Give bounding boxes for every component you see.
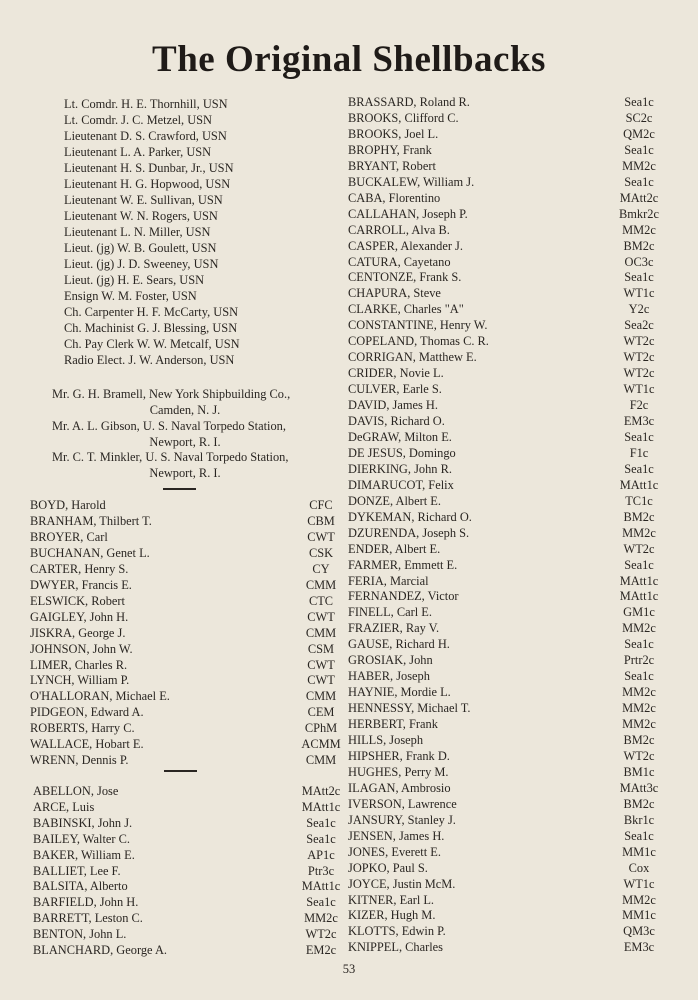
crew-name: CLARKE, Charles "A"	[348, 302, 464, 317]
chief-name: WALLACE, Hobart E.	[30, 737, 144, 752]
crew-name: DZURENDA, Joseph S.	[348, 525, 470, 540]
chief-rate: CMM	[305, 689, 337, 704]
crew-rate: MAtt1c	[619, 573, 659, 588]
chief-name: GAIGLEY, John H.	[30, 609, 129, 624]
crew-rate: MM2c	[304, 911, 338, 926]
crew-name: BROPHY, Frank	[348, 142, 432, 157]
crew-rate: MAtt2c	[301, 784, 341, 798]
crew-rate: Prtr2c	[623, 653, 655, 668]
chief-name: JOHNSON, John W.	[30, 641, 133, 656]
crew-name: HERBERT, Frank	[348, 717, 438, 732]
officer-entry: Lieut. (jg) H. E. Sears, USN	[64, 273, 205, 287]
chief-rate: CBM	[307, 513, 335, 528]
crew-rate: TC1c	[625, 493, 653, 508]
crew-name: CABA, Florentino	[348, 190, 441, 205]
officer-entry: Lieutenant L. N. Miller, USN	[64, 225, 211, 239]
crew-name: DeGRAW, Milton E.	[348, 429, 452, 444]
chief-name: PIDGEON, Edward A.	[30, 705, 144, 720]
crew-rate: Sea1c	[306, 895, 336, 910]
officer-entry: Lieutenant H. S. Dunbar, Jr., USN	[64, 161, 234, 175]
crew-rate: Sea1c	[624, 669, 654, 684]
crew-rate: MM1c	[622, 908, 656, 923]
crew-rate: MM2c	[622, 701, 656, 716]
crew-name: DIMARUCOT, Felix	[348, 477, 454, 492]
crew-rate: BM2c	[623, 796, 655, 811]
crew-name: DAVID, James H.	[348, 398, 438, 413]
chief-rate: CWT	[307, 673, 335, 688]
crew-name: BENTON, John L.	[33, 927, 127, 942]
crew-rate: Sea1c	[306, 831, 336, 846]
crew-name: JONES, Everett E.	[348, 844, 441, 859]
civilian-entry: Mr. G. H. Bramell, New York Shipbuilding Co.,	[52, 387, 291, 401]
page-number: 53	[342, 962, 356, 976]
crew-name: HENNESSY, Michael T.	[348, 701, 471, 716]
crew-rate: AP1c	[307, 847, 335, 862]
crew-rate: WT2c	[305, 927, 337, 942]
crew-name: BRASSARD, Roland R.	[348, 95, 470, 109]
crew-name: CRIDER, Novie L.	[348, 366, 444, 381]
chief-name: JISKRA, George J.	[30, 625, 126, 640]
crew-name: CARROLL, Alva B.	[348, 222, 450, 237]
officer-entry: Radio Elect. J. W. Anderson, USN	[64, 353, 235, 367]
crew-rate: Sea1c	[624, 828, 654, 843]
section-divider	[164, 770, 197, 772]
crew-rate: Sea2c	[624, 318, 654, 333]
crew-name: BABINSKI, John J.	[33, 815, 133, 830]
crew-name: CORRIGAN, Matthew E.	[348, 350, 477, 365]
crew-name: BARRETT, Leston C.	[33, 911, 143, 926]
officer-entry: Lt. Comdr. J. C. Metzel, USN	[64, 113, 212, 127]
crew-rate: MM2c	[622, 525, 656, 540]
officer-entry: Lieutenant W. N. Rogers, USN	[64, 209, 218, 223]
crew-rate: MAtt1c	[301, 799, 341, 814]
crew-rate: OC3c	[624, 254, 654, 269]
officer-entry: Lieutenant H. G. Hopwood, USN	[64, 177, 231, 191]
chief-rate: CWT	[307, 609, 335, 624]
crew-name: BROOKS, Joel L.	[348, 126, 439, 141]
crew-name: GROSIAK, John	[348, 653, 433, 668]
officer-entry: Lieutenant W. E. Sullivan, USN	[64, 193, 223, 207]
crew-name: HABER, Joseph	[348, 669, 430, 684]
crew-name: BRYANT, Robert	[348, 158, 436, 173]
chief-name: DWYER, Francis E.	[30, 577, 132, 592]
chief-rate: CEM	[307, 705, 335, 720]
crew-name: CENTONZE, Frank S.	[348, 270, 462, 285]
chief-name: BOYD, Harold	[30, 498, 106, 512]
officer-entry: Lieut. (jg) J. D. Sweeney, USN	[64, 257, 219, 271]
crew-rate: MAtt2c	[619, 190, 659, 205]
crew-rate: WT2c	[623, 366, 655, 381]
crew-rate: Sea1c	[624, 461, 654, 476]
chief-name: BROYER, Carl	[30, 529, 108, 544]
crew-name: HILLS, Joseph	[348, 733, 424, 747]
officer-entry: Lieutenant D. S. Crawford, USN	[64, 129, 227, 143]
crew-rate: Sea1c	[624, 429, 654, 444]
chief-rate: CY	[312, 561, 330, 576]
section-divider	[163, 488, 196, 490]
crew-name: BAKER, William E.	[33, 847, 135, 862]
crew-name: FERIA, Marcial	[348, 573, 429, 588]
crew-rate: Sea1c	[624, 557, 654, 572]
crew-rate: GM1c	[623, 605, 655, 620]
officer-entry: Ch. Machinist G. J. Blessing, USN	[64, 321, 238, 335]
crew-name: BALLIET, Lee F.	[33, 863, 121, 878]
crew-rate: BM2c	[623, 509, 655, 524]
crew-name: DONZE, Albert E.	[348, 493, 441, 508]
crew-name: JANSURY, Stanley J.	[348, 812, 456, 827]
chief-name: WRENN, Dennis P.	[30, 753, 129, 768]
crew-rate: MM1c	[622, 844, 656, 859]
crew-rate: Bmkr2c	[619, 206, 659, 221]
crew-rate: WT2c	[623, 748, 655, 763]
chief-rate: CFC	[309, 498, 333, 512]
crew-rate: Sea1c	[624, 637, 654, 652]
crew-name: DAVIS, Richard O.	[348, 414, 445, 428]
crew-name: IVERSON, Lawrence	[348, 796, 457, 811]
civilian-entry: Mr. A. L. Gibson, U. S. Naval Torpedo Station,	[52, 419, 286, 433]
crew-name: BLANCHARD, George A.	[33, 943, 167, 957]
crew-rate: EM3c	[623, 414, 655, 428]
page-title: The Original Shellbacks	[152, 39, 546, 80]
crew-name: FARMER, Emmett E.	[348, 557, 458, 572]
chief-name: ELSWICK, Robert	[30, 593, 125, 608]
crew-name: ARCE, Luis	[33, 799, 95, 814]
crew-rate: Ptr3c	[307, 863, 335, 878]
crew-rate: BM1c	[623, 764, 655, 779]
chief-rate: CTC	[308, 593, 334, 608]
crew-name: FINELL, Carl E.	[348, 605, 432, 620]
crew-name: CASPER, Alexander J.	[348, 238, 463, 253]
crew-rate: MM2c	[622, 717, 656, 732]
crew-rate: MAtt1c	[301, 879, 341, 894]
crew-rate: Bkr1c	[623, 812, 655, 827]
chief-name: BRANHAM, Thilbert T.	[30, 513, 152, 528]
crew-name: FERNANDEZ, Victor	[348, 589, 459, 604]
chief-name: LYNCH, William P.	[30, 673, 130, 688]
crew-rate: MM2c	[622, 222, 656, 237]
civilian-location: Camden, N. J.	[149, 403, 221, 417]
crew-rate: F2c	[629, 398, 649, 413]
crew-name: KIZER, Hugh M.	[348, 908, 436, 923]
chief-rate: CMM	[305, 753, 337, 768]
crew-rate: Cox	[628, 860, 650, 875]
crew-rate: Sea1c	[624, 142, 654, 157]
crew-rate: EM3c	[623, 940, 655, 955]
crew-name: JOPKO, Paul S.	[348, 860, 428, 875]
officer-entry: Ch. Pay Clerk W. W. Metcalf, USN	[64, 337, 240, 351]
chief-rate: CMM	[305, 625, 337, 640]
chief-rate: CWT	[307, 657, 335, 672]
civilian-location: Newport, R. I.	[149, 466, 221, 480]
civilian-entry: Mr. C. T. Minkler, U. S. Naval Torpedo Station,	[52, 450, 289, 464]
crew-rate: Sea1c	[306, 815, 336, 830]
crew-name: DYKEMAN, Richard O.	[348, 509, 472, 524]
chief-rate: CSM	[307, 641, 335, 656]
crew-name: CONSTANTINE, Henry W.	[348, 318, 488, 333]
officer-entry: Ensign W. M. Foster, USN	[64, 289, 197, 303]
chief-name: CARTER, Henry S.	[30, 561, 129, 576]
crew-name: GAUSE, Richard H.	[348, 637, 450, 652]
crew-name: KITNER, Earl L.	[348, 892, 435, 907]
chief-rate: CMM	[305, 577, 337, 592]
crew-name: KNIPPEL, Charles	[348, 940, 443, 955]
crew-name: CHAPURA, Steve	[348, 286, 441, 301]
crew-rate: BM2c	[623, 238, 655, 253]
crew-rate: EM2c	[305, 943, 337, 957]
crew-rate: Y2c	[628, 302, 650, 317]
crew-name: COPELAND, Thomas C. R.	[348, 334, 489, 349]
officer-entry: Lieutenant L. A. Parker, USN	[64, 145, 212, 159]
chief-name: BUCHANAN, Genet L.	[30, 545, 150, 560]
crew-name: KLOTTS, Edwin P.	[348, 924, 446, 939]
crew-name: JENSEN, James H.	[348, 828, 445, 843]
crew-rate: MM2c	[622, 685, 656, 700]
crew-rate: WT1c	[623, 286, 655, 301]
crew-name: BARFIELD, John H.	[33, 895, 139, 910]
crew-rate: MAtt3c	[619, 780, 659, 795]
crew-rate: WT2c	[623, 541, 655, 556]
crew-name: HIPSHER, Frank D.	[348, 748, 450, 763]
chief-rate: CSK	[308, 545, 334, 560]
crew-rate: WT1c	[623, 876, 655, 891]
chief-rate: CPhM	[304, 721, 338, 736]
chief-rate: ACMM	[301, 737, 341, 752]
crew-rate: WT1c	[623, 382, 655, 397]
chief-name: LIMER, Charles R.	[30, 657, 128, 672]
crew-name: HUGHES, Perry M.	[348, 764, 449, 779]
crew-rate: MM2c	[622, 621, 656, 636]
crew-name: ILAGAN, Ambrosio	[348, 780, 451, 795]
crew-name: BUCKALEW, William J.	[348, 174, 475, 189]
crew-name: BALSITA, Alberto	[33, 879, 128, 894]
crew-name: DIERKING, John R.	[348, 461, 452, 476]
crew-rate: SC2c	[625, 110, 653, 125]
crew-rate: WT2c	[623, 350, 655, 365]
crew-rate: MM2c	[622, 892, 656, 907]
chief-name: O'HALLORAN, Michael E.	[30, 689, 170, 704]
crew-name: ENDER, Albert E.	[348, 541, 441, 556]
crew-name: ABELLON, Jose	[33, 784, 119, 798]
crew-name: BAILEY, Walter C.	[33, 831, 130, 846]
crew-name: JOYCE, Justin McM.	[348, 876, 456, 891]
crew-rate: MAtt1c	[619, 477, 659, 492]
crew-name: CULVER, Earle S.	[348, 382, 442, 397]
crew-name: HAYNIE, Mordie L.	[348, 685, 451, 700]
crew-name: FRAZIER, Ray V.	[348, 621, 440, 636]
chief-name: ROBERTS, Harry C.	[30, 721, 135, 736]
crew-rate: QM3c	[623, 924, 655, 939]
crew-rate: F1c	[629, 445, 649, 460]
chief-rate: CWT	[307, 529, 335, 544]
crew-rate: Sea1c	[624, 174, 654, 189]
crew-rate: QM2c	[623, 126, 655, 141]
crew-rate: WT2c	[623, 334, 655, 349]
crew-rate: MAtt1c	[619, 589, 659, 604]
crew-rate: Sea1c	[624, 95, 654, 109]
officer-entry: Lt. Comdr. H. E. Thornhill, USN	[64, 97, 228, 111]
officer-entry: Ch. Carpenter H. F. McCarty, USN	[64, 305, 239, 319]
crew-name: CALLAHAN, Joseph P.	[348, 206, 468, 221]
civilian-location: Newport, R. I.	[149, 435, 221, 449]
crew-name: DE JESUS, Domingo	[348, 445, 456, 460]
crew-rate: MM2c	[622, 158, 656, 173]
crew-rate: BM2c	[623, 733, 655, 747]
crew-name: BROOKS, Clifford C.	[348, 110, 459, 125]
crew-rate: Sea1c	[624, 270, 654, 285]
officer-entry: Lieut. (jg) W. B. Goulett, USN	[64, 241, 217, 255]
crew-name: CATURA, Cayetano	[348, 254, 451, 269]
